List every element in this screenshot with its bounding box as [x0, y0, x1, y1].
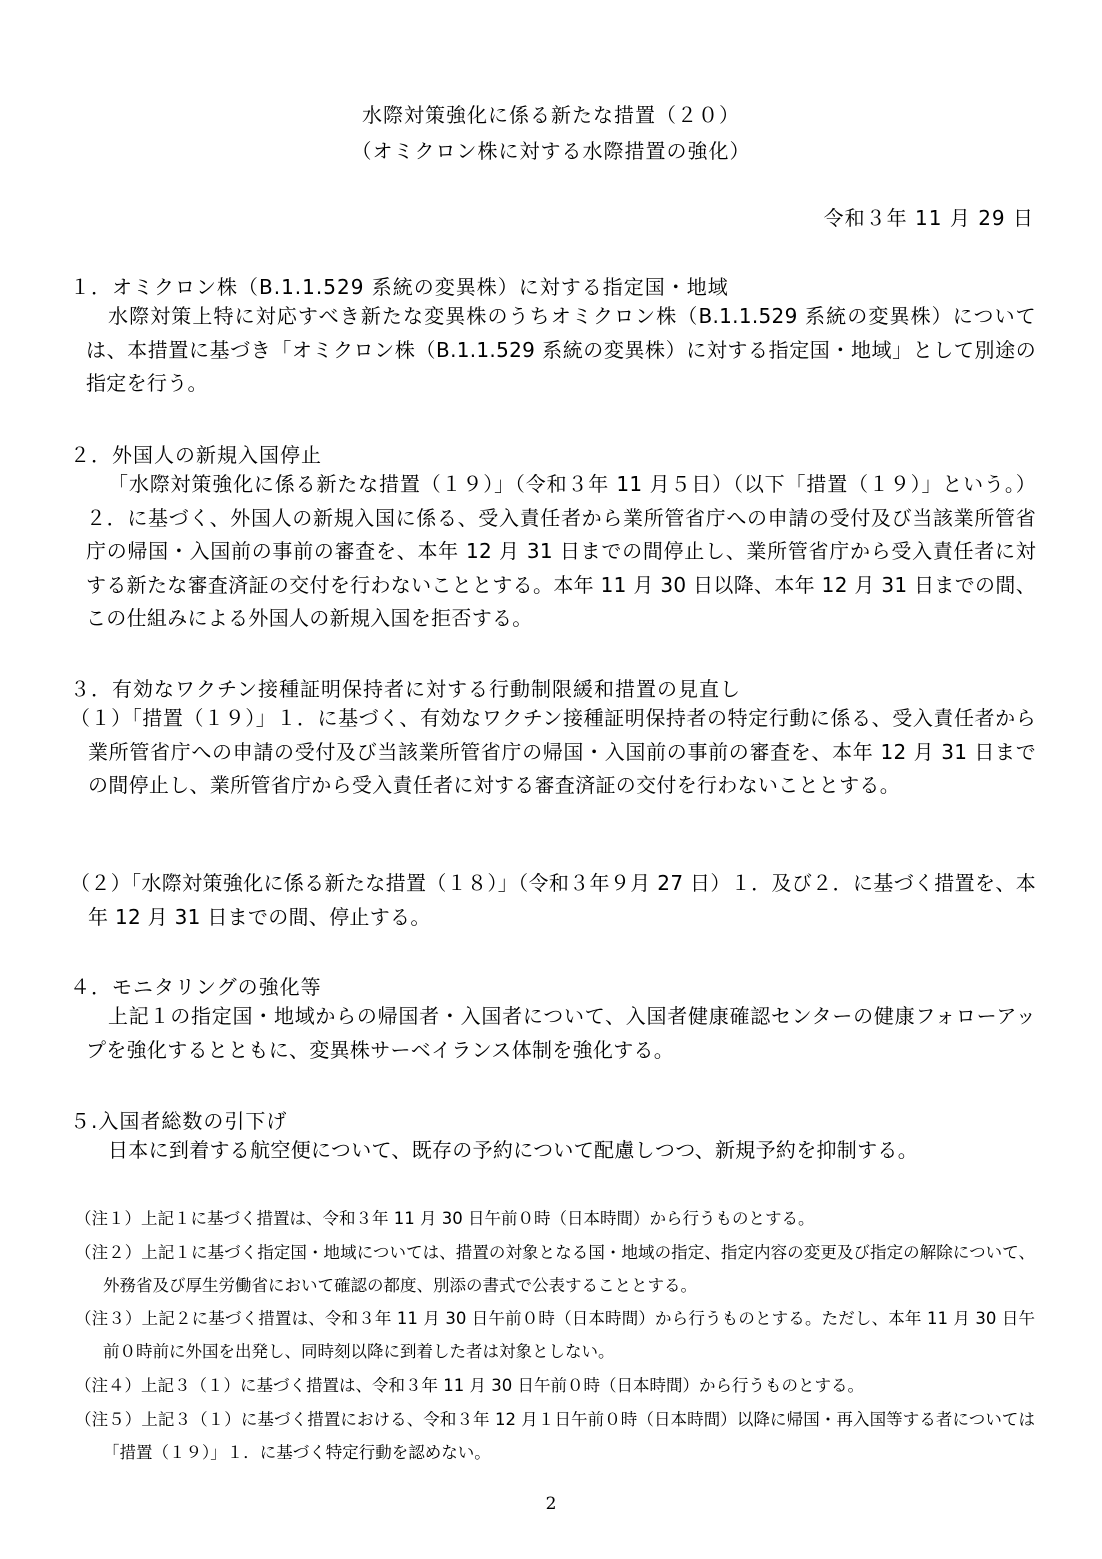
section-4-text: 上記１の指定国・地域からの帰国者・入国者について、入国者健康確認センターの健康フォローアップを強化するとともに、変異株サーベイランス体制を強化する。 [86, 1004, 1036, 1062]
section-1-heading: １．オミクロン株（B.1.1.529 系統の変異株）に対する指定国・地域 [70, 275, 729, 299]
section-2-heading: ２．外国人の新規入国停止 [70, 443, 322, 467]
section-3-sub2: （２）「水際対策強化に係る新たな措置（１８）」（令和３年９月 27 日）１．及び２．に基づく措置を、本年 12 月 31 日までの間、停止する。 [70, 871, 1036, 929]
document-date: 令和３年 11 月 29 日 [823, 206, 1034, 230]
document-title: 水際対策強化に係る新たな措置（２０） [362, 103, 740, 127]
section-4-heading: ４．モニタリングの強化等 [70, 975, 322, 999]
document-subtitle: （オミクロン株に対する水際措置の強化） [351, 139, 751, 163]
section-5-heading: ５.入国者総数の引下げ [70, 1109, 288, 1133]
section-5-text: 日本に到着する航空便について、既存の予約について配慮しつつ、新規予約を抑制する。 [108, 1138, 918, 1162]
note-4: （注４）上記３（１）に基づく措置は、令和３年 11 月 30 日午前０時（日本時間）から行うものとする。 [75, 1376, 864, 1395]
section-2-text: 「水際対策強化に係る新たな措置（１９）」（令和３年 11 月５日）（以下「措置（１９）」という。）２．に基づく、外国人の新規入国に係る、受入責任者から業所管省庁への申請の受付及び当該業所管省庁の帰国・入国前の事前の審査を、本年 12 月 31 日までの間停止し、業所管省庁から受入責任者に対する新たな審査済証の交付を行わないこととする。本年 11 月 30 日以降、本年 12 月 31 日までの間、この仕組みによる外国人の新規入国を拒否する。 [86, 472, 1036, 630]
note-1: （注１）上記１に基づく措置は、令和３年 11 月 30 日午前０時（日本時間）から行うものとする。 [75, 1209, 815, 1228]
note-3: （注３）上記２に基づく措置は、令和３年 11 月 30 日午前０時（日本時間）から行うものとする。ただし、本年 11 月 30 日午前０時前に外国を出発し、同時刻以降に到着した者は対象としない。 [75, 1309, 1035, 1361]
note-2: （注２）上記１に基づく指定国・地域については、措置の対象となる国・地域の指定、指定内容の変更及び指定の解除について、外務省及び厚生労働省において確認の都度、別添の書式で公表することとする。 [75, 1243, 1035, 1295]
page-number: 2 [545, 1494, 557, 1514]
section-3-sub1: （１）「措置（１９）」１．に基づく、有効なワクチン接種証明保持者の特定行動に係る、受入責任者から業所管省庁への申請の受付及び当該業所管省庁の帰国・入国前の事前の審査を、本年 12 月 31 日までの間停止し、業所管省庁から受入責任者に対する審査済証の交付を行わないこととする。 [70, 706, 1036, 797]
note-5: （注５）上記３（１）に基づく措置における、令和３年 12 月１日午前０時（日本時間）以降に帰国・再入国等する者については「措置（１９）」１．に基づく特定行動を認めない。 [75, 1410, 1035, 1462]
section-1-text: 水際対策上特に対応すべき新たな変異株のうちオミクロン株（B.1.1.529 系統の変異株）については、本措置に基づき「オミクロン株（B.1.1.529 系統の変異株）に対する指定国・地域」として別途の指定を行う。 [86, 304, 1036, 395]
section-3-heading: ３．有効なワクチン接種証明保持者に対する行動制限緩和措置の見直し [70, 677, 741, 701]
